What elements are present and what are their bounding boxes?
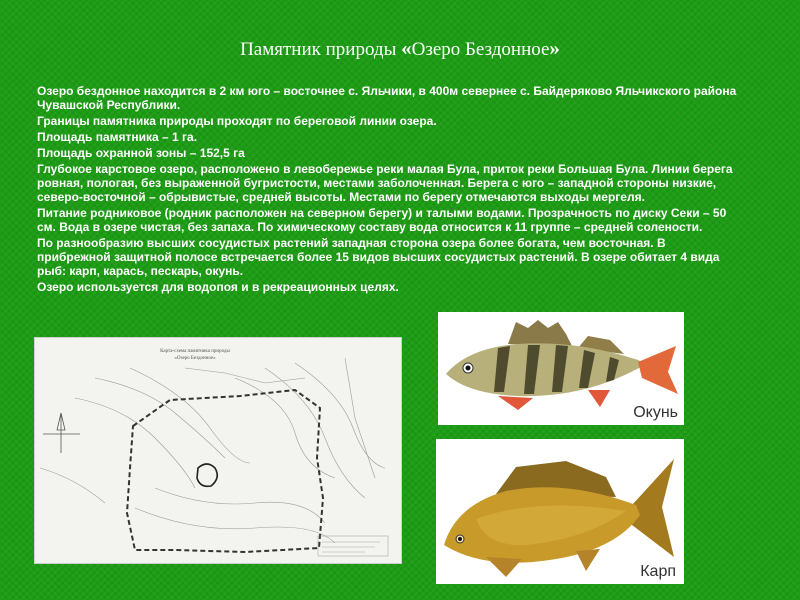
map-caption-line2: «Озеро Бездонное»: [174, 356, 216, 361]
map-legend: [318, 536, 388, 556]
map-contours: [40, 358, 385, 543]
paragraph-protected-zone: Площадь охранной зоны – 152,5 га: [37, 146, 245, 160]
title-prefix: Памятник природы: [240, 39, 402, 60]
carp-drawing: [436, 439, 684, 584]
carp-tail-fin: [632, 459, 674, 557]
map-drawing: [35, 338, 401, 563]
lake-outline: [197, 464, 217, 486]
carp-image: [436, 439, 684, 584]
paragraph-water: Питание родниковое (родник расположен на северном берегу) и талыми водами. Прозрачность по диску Секи – 50 см. Вода в озере чистая, без запаха. По химическому составу вода относится к 11 группе – средней солености.: [37, 206, 727, 234]
perch-drawing: [438, 312, 684, 425]
carp-label: Карп: [640, 563, 676, 580]
description-text: [37, 84, 737, 296]
paragraph-borders: Границы памятника природы проходят по береговой линии озера.: [37, 114, 437, 128]
paragraph-usage: Озеро используется для водопоя и в рекреационных целях.: [37, 280, 399, 294]
title-name: Озеро Бездонное: [411, 39, 550, 60]
perch-tail-fin: [638, 346, 678, 394]
map-scheme-image: [34, 337, 402, 564]
perch-dorsal-fin: [508, 320, 572, 346]
title-quote-close: »: [549, 36, 560, 60]
paragraph-lake-description: Глубокое карстовое озеро, расположено в левобережье реки малая Була, приток реки Большая Була. Линии берега ровная, пологая, без выраженной бугристости, местами заболоченная. Берега с юго – западной стороны низкие, северо-восточной – обрывистые, средней высоты. Местами по берегу отмечаются выходы мергеля.: [37, 162, 733, 204]
paragraph-location: Озеро бездонное находится в 2 км юго – восточнее с. Яльчики, в 400м севернее с. Байдеряково Яльчикского района Чувашской Республики.: [37, 84, 737, 112]
paragraph-area: Площадь памятника – 1 га.: [37, 130, 198, 144]
paragraph-plants-fish: По разнообразию высших сосудистых растений западная сторона озера более богата, чем восточная. В прибрежной защитной полосе встречается более 15 видов высших сосудистых растений. В озере обитает 4 вида рыб: карп, карась, пескарь, окунь.: [37, 236, 720, 278]
north-arrow-icon: [43, 413, 80, 453]
slide-title: [0, 36, 800, 61]
perch-image: [438, 312, 684, 425]
perch-label: Окунь: [633, 404, 678, 421]
map-caption-line1: Карта-схема памятника природы: [160, 349, 230, 354]
title-quote-open: «: [401, 36, 412, 60]
